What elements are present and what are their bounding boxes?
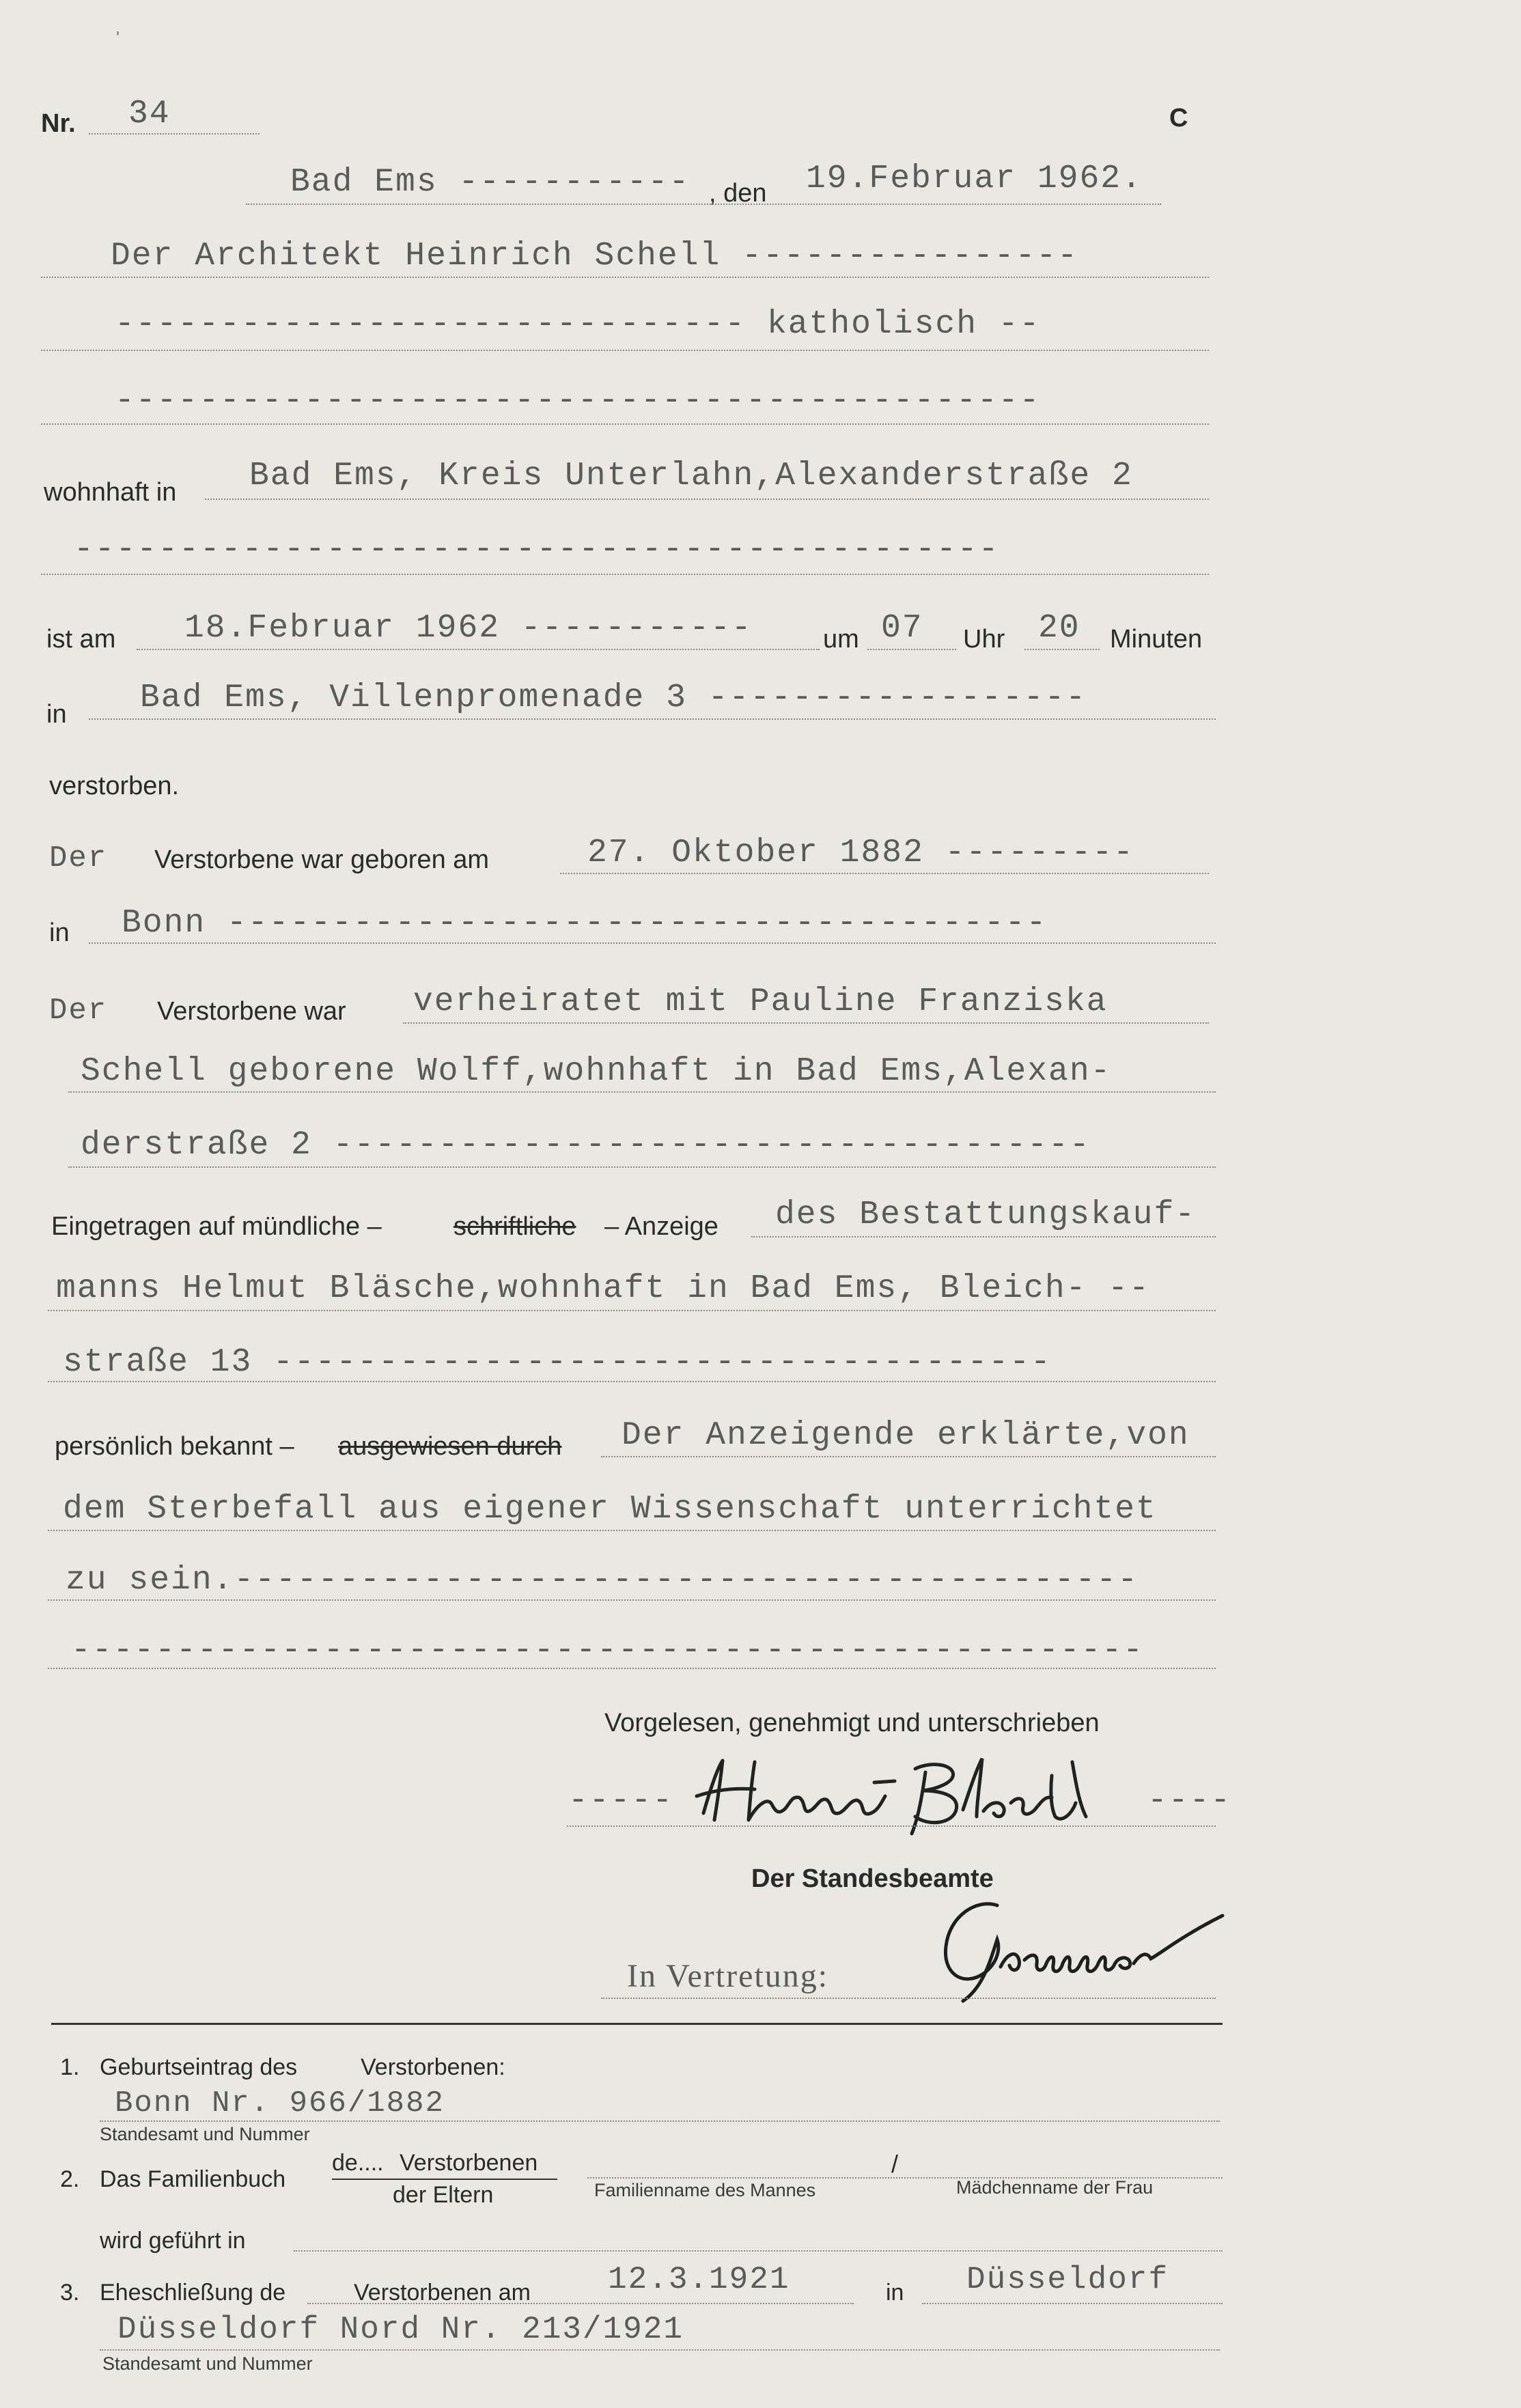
note-3-place-dots	[922, 2303, 1223, 2304]
person-dots-1	[41, 277, 1209, 278]
report-line-2: manns Helmut Bläsche,wohnhaft in Bad Ems, Bleich- --	[56, 1270, 1150, 1307]
person-line-3: --------------------------------------------	[115, 382, 1041, 419]
report-line-3: straße 13 -------------------------------------	[63, 1344, 1052, 1381]
note-3-typed: Verstorbenen am	[354, 2280, 531, 2306]
uhr-label: Uhr	[963, 625, 1005, 654]
identity-line-4: ---------------------------------------------------	[71, 1632, 1145, 1669]
marriage-line-3: derstraße 2 ------------------------------------	[81, 1127, 1091, 1164]
marriage-dots-3	[68, 1166, 1216, 1168]
identity-dots-3	[48, 1599, 1216, 1601]
note-2-slash: /	[891, 2150, 899, 2178]
person-dots-2	[41, 350, 1209, 351]
identity-line-3: zu sein.-------------------------------------------	[66, 1562, 1139, 1599]
note-3-in: in	[886, 2280, 904, 2306]
marriage-label: Verstorbene war	[157, 997, 346, 1026]
report-dots-2	[48, 1310, 1216, 1311]
den-label: , den	[709, 179, 767, 208]
note-1-value: Bonn Nr. 966/1882	[115, 2086, 445, 2120]
ist-am-label: ist am	[46, 625, 116, 654]
signature-deputy	[936, 1885, 1250, 2011]
report-dots-3	[48, 1381, 1216, 1382]
note-1-caption: Standesamt und Nummer	[100, 2124, 310, 2144]
date-place: Bad Ems -----------	[290, 164, 690, 201]
birth-der: Der	[49, 841, 108, 876]
birth-in-label: in	[49, 919, 70, 947]
birth-date: 27. Oktober 1882 ---------	[587, 835, 1134, 871]
note-2-label: Das Familienbuch	[100, 2166, 286, 2192]
verstorben-label: verstorben.	[49, 772, 180, 800]
marriage-line-1: verheiratet mit Pauline Franziska	[413, 983, 1108, 1020]
minutes-value: 20	[1038, 610, 1080, 647]
note-2-mann: Familienname des Mannes	[594, 2180, 816, 2200]
sig-dash-right: ----	[1147, 1782, 1232, 1819]
form-marker: C	[1169, 104, 1188, 132]
nr-label: Nr.	[41, 109, 76, 138]
identity-line-2: dem Sterbefall aus eigener Wissenschaft unterrichtet	[63, 1491, 1157, 1528]
wohnhaft-dots	[205, 499, 1209, 500]
report-dots-1	[751, 1236, 1216, 1237]
date-dots	[246, 204, 1161, 205]
person-line-5: --------------------------------------------	[74, 531, 1000, 568]
sig-dash-left: -----	[568, 1782, 674, 1819]
person-line-1: Der Architekt Heinrich Schell ----------------	[111, 238, 1079, 275]
marriage-line-2: Schell geborene Wolff,wohnhaft in Bad Ems,Alexan-	[81, 1053, 1112, 1090]
report-label-b: – Anzeige	[604, 1212, 718, 1241]
note-3-value: Düsseldorf Nord Nr. 213/1921	[117, 2312, 684, 2347]
note-1-dots	[100, 2120, 1220, 2122]
note-3-number: 3.	[60, 2280, 80, 2306]
person-dots-3	[41, 423, 1209, 425]
death-in-label: in	[46, 700, 67, 729]
signature-dots	[567, 1825, 1216, 1827]
note-2-fraction-line	[332, 2179, 557, 2180]
death-place-dots	[89, 718, 1216, 720]
marriage-der: Der	[49, 994, 108, 1028]
identity-line-1: Der Anzeigende erklärte,von	[622, 1417, 1190, 1454]
minutes-dots	[1024, 649, 1100, 650]
hour-value: 07	[881, 610, 923, 647]
birth-label: Verstorbene war geboren am	[154, 845, 490, 874]
note-1-label: Geburtseintrag des	[100, 2054, 298, 2080]
date-value: 19.Februar 1962.	[806, 160, 1143, 197]
note-3-dots	[100, 2349, 1220, 2351]
note-2-typed: Verstorbenen	[400, 2150, 538, 2176]
note-2-wird: wird geführt in	[100, 2228, 246, 2254]
note-2-de: de....	[332, 2150, 384, 2176]
minuten-label: Minuten	[1110, 625, 1203, 654]
person-line-2: ------------------------------ katholisch --	[115, 306, 1041, 343]
vorgelesen-text: Vorgelesen, genehmigt und unterschrieben	[604, 1709, 1100, 1737]
vertretung-label: In Vertretung:	[627, 1958, 829, 1994]
report-label-a: Eingetragen auf mündliche –	[51, 1212, 382, 1241]
report-line-1: des Bestattungskauf-	[775, 1196, 1197, 1233]
birth-date-dots	[560, 873, 1209, 874]
person-dots-5	[41, 574, 1209, 575]
um-label: um	[823, 625, 859, 654]
wohnhaft-value: Bad Ems, Kreis Unterlahn,Alexanderstraße 2	[249, 458, 1133, 494]
standesbeamte-label: Der Standesbeamte	[751, 1864, 994, 1893]
notes-separator	[51, 2023, 1223, 2025]
note-2-number: 2.	[60, 2166, 80, 2192]
marriage-dots-1	[403, 1022, 1209, 1024]
birth-place: Bonn ---------------------------------------	[122, 905, 1048, 942]
nr-dots	[89, 133, 260, 135]
note-2-eltern: der Eltern	[393, 2182, 494, 2208]
identity-label-struck: ausgewiesen durch	[338, 1432, 562, 1461]
death-place: Bad Ems, Villenpromenade 3 ------------------	[140, 680, 1087, 716]
note-1-number: 1.	[60, 2054, 80, 2080]
report-label-struck: schriftliche	[453, 1212, 576, 1241]
note-3-caption: Standesamt und Nummer	[102, 2353, 313, 2374]
identity-dots-2	[48, 1530, 1216, 1531]
nr-value: 34	[128, 96, 171, 132]
identity-dots-4	[48, 1668, 1216, 1669]
vertretung-dots	[601, 1998, 1216, 1999]
note-1-typed: Verstorbenen:	[361, 2054, 505, 2080]
note-3-label: Eheschließung de	[100, 2280, 286, 2306]
ist-am-dots	[137, 649, 820, 650]
note-2-wird-dots	[294, 2250, 1223, 2252]
note-3-date: 12.3.1921	[608, 2262, 790, 2297]
note-2-frau: Mädchenname der Frau	[956, 2177, 1154, 2198]
note-3-place: Düsseldorf	[966, 2262, 1169, 2297]
identity-label-a: persönlich bekannt –	[55, 1432, 294, 1461]
note-3-date-dots	[307, 2303, 854, 2304]
identity-dots-1	[601, 1456, 1216, 1457]
corner-tick: '	[116, 27, 120, 48]
hour-dots	[867, 649, 956, 650]
birth-place-dots	[89, 942, 1216, 944]
ist-am-value: 18.Februar 1962 -----------	[184, 610, 753, 647]
marriage-dots-2	[68, 1091, 1216, 1093]
wohnhaft-label: wohnhaft in	[44, 478, 177, 507]
